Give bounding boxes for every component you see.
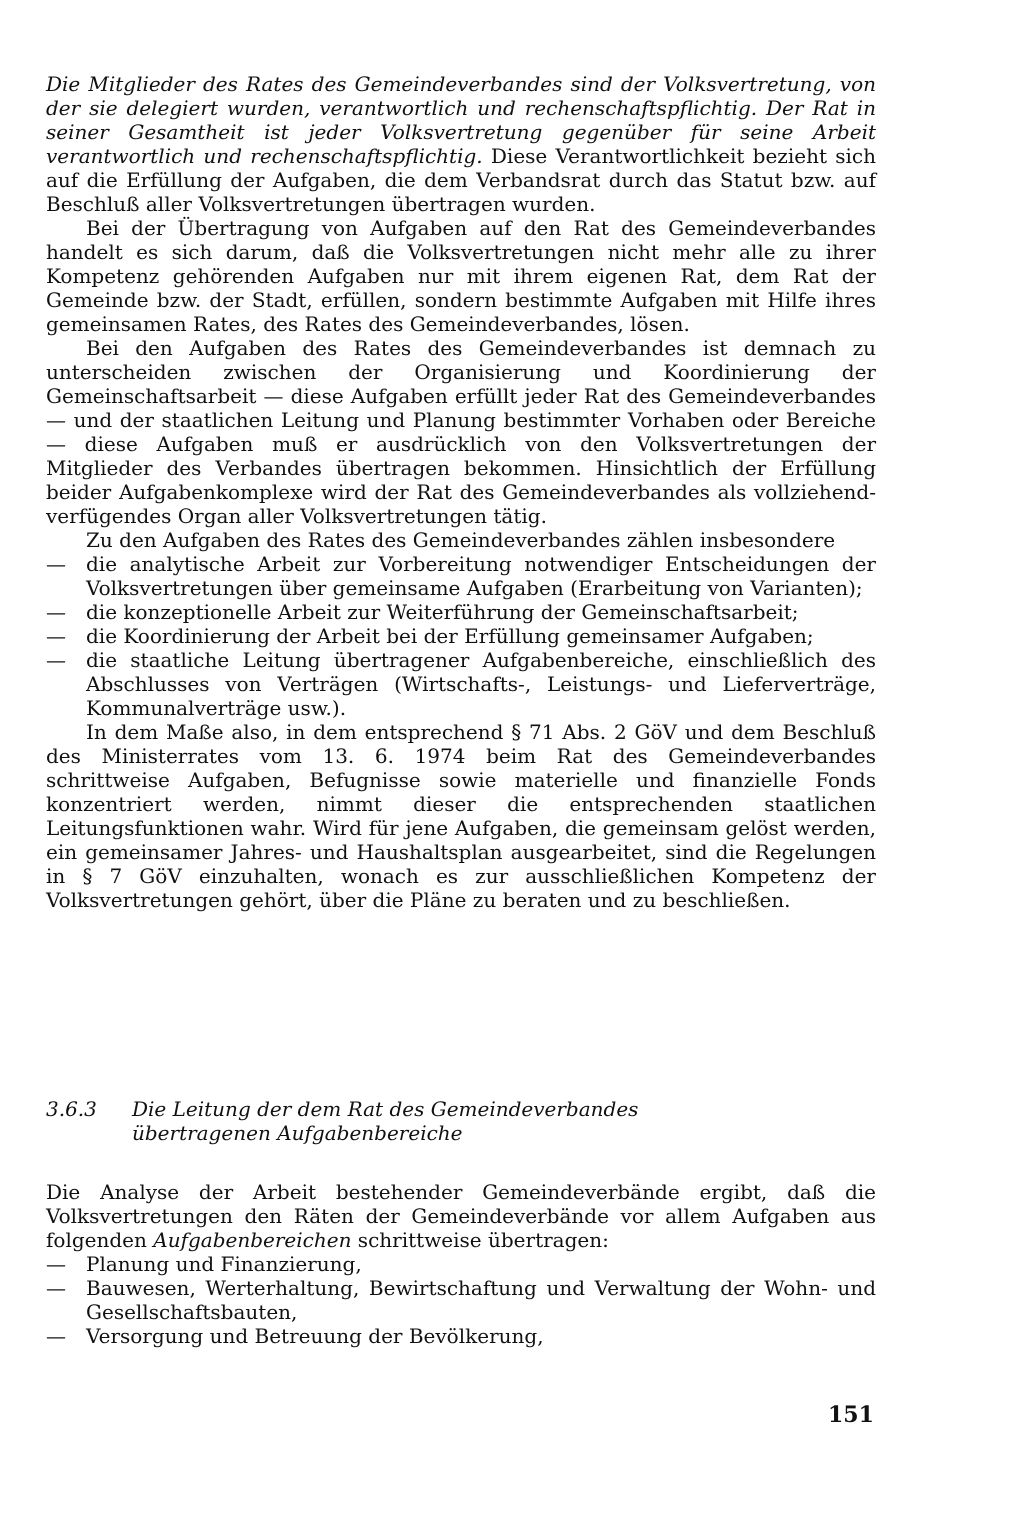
paragraph-2: Bei der Übertragung von Aufgaben auf den Rat des Gemeindeverbandes handelt es sich darum, daß die Volksvertretungen nicht mehr alle zu ihrer Kompetenz gehörenden Aufgaben nur mit ihrem eigenen Rat, dem Rat der Gemeinde bzw. der Stadt, erfüllen, sondern bestimmte Aufgaben mit Hilfe ihres gemeinsamen Rates, des Rates des Gemeindeverbandes, lösen. [46, 216, 876, 336]
dash-marker: — [46, 648, 66, 672]
section-number: 3.6.3 [46, 1097, 97, 1121]
section-intro-italic: Aufgabenbereichen [153, 1228, 352, 1252]
dash-marker: — [46, 1324, 66, 1348]
section-title-line-1: Die Leitung der dem Rat des Gemeindeverbandes [132, 1097, 639, 1121]
section-heading [46, 1097, 876, 1145]
list-item: — die Koordinierung der Arbeit bei der Erfüllung gemeinsamer Aufgaben; [46, 624, 814, 648]
list-item: — Versorgung und Betreuung der Bevölkerung, [46, 1324, 544, 1348]
section-list [46, 1252, 876, 1348]
page-number: 151 [828, 1402, 874, 1428]
list-item: — die staatliche Leitung übertragener Aufgabenbereiche, einschließlich des Abschlusses von Verträgen (Wirtschafts-, Leistungs- und Lieferverträge, Kommunalverträge usw.). [46, 648, 876, 720]
paragraph-1-rest: Diese Verantwortlichkeit bezieht sich auf die Erfüllung der Aufgaben, die dem Verbandsrat durch das Statut bzw. auf Beschluß aller Volksvertretungen übertragen wurden. [46, 144, 876, 216]
task-list [46, 552, 876, 720]
dash-marker: — [46, 1252, 66, 1276]
paragraph-5: In dem Maße also, in dem entsprechend § 71 Abs. 2 GöV und dem Beschluß des Ministerrates vom 13. 6. 1974 beim Rat des Gemeindeverbandes schrittweise Aufgaben, Befugnisse sowie materielle und finanzielle Fonds konzentriert werden, nimmt dieser die entsprechenden staatlichen Leitungsfunktionen wahr. Wird für jene Aufgaben, die gemeinsam gelöst werden, ein gemeinsamer Jahres- und Haushaltsplan ausgearbeitet, sind die Regelungen in § 7 GöV einzuhalten, wonach es zur ausschließlichen Kompetenz der Volksvertretungen gehört, über die Pläne zu beraten und zu beschließen. [46, 720, 876, 912]
section-intro: Die Analyse der Arbeit bestehender Gemeindeverbände ergibt, daß die Volksvertretungen den Räten der Gemeindeverbände vor allem Aufgaben aus folgenden Aufgabenbereichen schrittweise übertragen: [46, 1180, 876, 1252]
dash-marker: — [46, 600, 66, 624]
list-item: — die analytische Arbeit zur Vorbereitung notwendiger Entscheidungen der Volksvertretungen über gemeinsame Aufgaben (Erarbeitung von Varianten); [46, 552, 876, 600]
section-body [46, 1180, 876, 1348]
paragraph-3: Bei den Aufgaben des Rates des Gemeindeverbandes ist demnach zu unterscheiden zwischen der Organisierung und Koordinierung der Gemeinschaftsarbeit — diese Aufgaben erfüllt jeder Rat des Gemeindeverbandes — und der staatlichen Leitung und Planung bestimmter Vorhaben oder Bereiche — diese Aufgaben muß er ausdrücklich von den Volksvertretungen der Mitglieder des Verbandes übertragen bekommen. Hinsichtlich der Erfüllung beider Aufgabenkomplexe wird der Rat des Gemeindeverbandes als vollziehend-verfügendes Organ aller Volksvertretungen tätig. [46, 336, 876, 528]
page-body [46, 72, 876, 912]
paragraph-4: Zu den Aufgaben des Rates des Gemeindeverbandes zählen insbesondere [86, 528, 836, 552]
list-item: — Bauwesen, Werterhaltung, Bewirtschaftung und Verwaltung der Wohn- und Gesellschaftsbauten, [46, 1276, 876, 1324]
dash-marker: — [46, 552, 66, 576]
paragraph-1-italic: Die Mitglieder des Rates des Gemeindeverbandes sind der Volksvertretung, von der sie delegiert wurden, verantwortlich und rechenschaftspflichtig. Der Rat in seiner Gesamtheit ist jeder Volksvertretung gegenüber für seine Arbeit verantwortlich und rechenschaftspflichtig. [46, 72, 876, 168]
list-item: — Planung und Finanzierung, [46, 1252, 362, 1276]
paragraph-1 [46, 72, 876, 216]
dash-marker: — [46, 624, 66, 648]
list-item: — die konzeptionelle Arbeit zur Weiterführung der Gemeinschaftsarbeit; [46, 600, 799, 624]
section-title-line-2: übertragenen Aufgabenbereiche [132, 1121, 463, 1145]
dash-marker: — [46, 1276, 66, 1300]
